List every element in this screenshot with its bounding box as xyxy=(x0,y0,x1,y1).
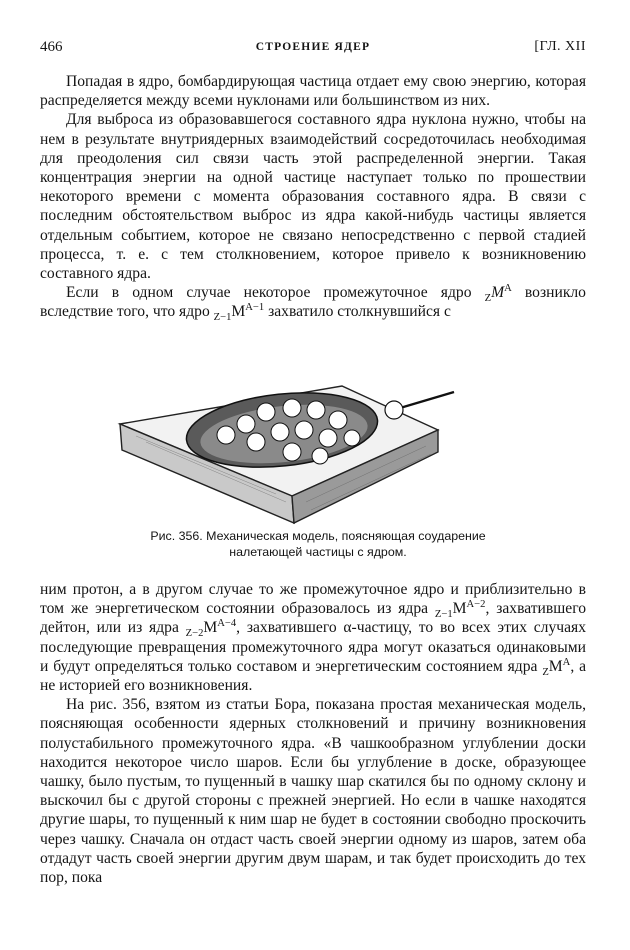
ball xyxy=(283,443,301,461)
chapter-label: [ГЛ. XII xyxy=(534,39,586,54)
running-title: СТРОЕНИЕ ЯДЕР xyxy=(255,41,371,53)
paragraph-4: ним протон, а в другом случае то же промежуточное ядро и приблизительно в том же энергетическом состоянии образовалось из ядра $_{Z-1}M^{A-2}$, захватившего дейтон, или из ядра $_{Z-2}M^{A-4}$, захватившего α-частицу, то во всех этих случаях последующие превращения промежуточного ядра могут оказаться одинаковыми и будут определяться только составом и энергетическим состоянием ядра $_ZM^A$, а не историей его возникновения. xyxy=(40,581,587,695)
page-number: 466 xyxy=(40,39,63,55)
ball xyxy=(307,401,325,419)
text-block-top xyxy=(40,72,586,322)
ball xyxy=(217,426,235,444)
figure-bowl-model xyxy=(116,380,456,530)
mass-number: A−1 xyxy=(245,302,265,314)
ball xyxy=(237,415,255,433)
ball xyxy=(344,430,360,446)
text-block-bottom xyxy=(40,580,586,887)
atomic-number: Z xyxy=(542,666,549,678)
figure-caption: Рис. 356. Механическая модель, поясняющая соударение налетающей частицы с ядром. xyxy=(150,529,486,559)
atomic-number: Z−1 xyxy=(213,312,232,324)
atomic-number: Z−2 xyxy=(185,628,204,640)
paragraph-5: На рис. 356, взятом из статьи Бора, показана простая механическая модель, поясняющая особенности ядерных столкновений и причину возникновения полустабильного промежуточного ядра. «В чашкообразном углублении доски находится некоторое число шаров. Если бы углубление в доске, образующее чашку, было пустым, то пущенный в чашку шар скатился бы по одному склону и выскочил бы с другой стороны с прежней энергией. Но если в чашке находятся другие шары, то пущенный к ним шар не будет в состоянии свободно проскочить через чашку. Сначала он отдаст часть своей энергии одному из шаров, затем оба отдадут часть своей энергии другим двум шарам, и так будет происходить до тех пор, пока xyxy=(40,696,586,887)
ball xyxy=(257,403,275,421)
paragraph-2: Для выброса из образовавшегося составного ядра нуклона нужно, чтобы на нем в результате внутриядерных взаимодействий сосредоточилась необходимая для преодоления сил связи часть этой распределенной энергии. Такая концентрация энергии на одной частице наступает только по прошествии некоторого времени с момента образования составного ядра. В связи с последним обстоятельством выброс из ядра какой-нибудь частицы является отдельным событием, которое не связано непосредственно с первой стадией процесса, т. е. с тем столкновением, которое привело к возникновению составного ядра. xyxy=(40,111,586,283)
ball xyxy=(312,448,328,464)
cue-stick xyxy=(400,392,454,408)
atomic-number: Z xyxy=(484,293,492,305)
mass-number: A−2 xyxy=(466,599,486,611)
paragraph-3: Если в одном случае некоторое промежуточное ядро $_ZM^A$ возникло вследствие того, что ядро $_{Z-1}M^{A-1}$ захватило столкнувшийся с xyxy=(40,283,586,324)
paragraph-1: Попадая в ядро, бомбардирующая частица отдает ему свою энергию, которая распределяется между всеми нуклонами или большинством из них. xyxy=(40,73,586,110)
mass-number: A−4 xyxy=(217,618,237,630)
mass-number: A xyxy=(562,656,571,668)
ball xyxy=(329,411,347,429)
ball xyxy=(319,429,337,447)
incoming-ball xyxy=(385,401,403,419)
ball xyxy=(247,433,265,451)
page-header xyxy=(40,36,586,58)
ball xyxy=(271,423,289,441)
ball xyxy=(283,399,301,417)
ball xyxy=(295,421,313,439)
mass-number: A xyxy=(504,283,512,295)
atomic-number: Z−1 xyxy=(434,609,453,621)
